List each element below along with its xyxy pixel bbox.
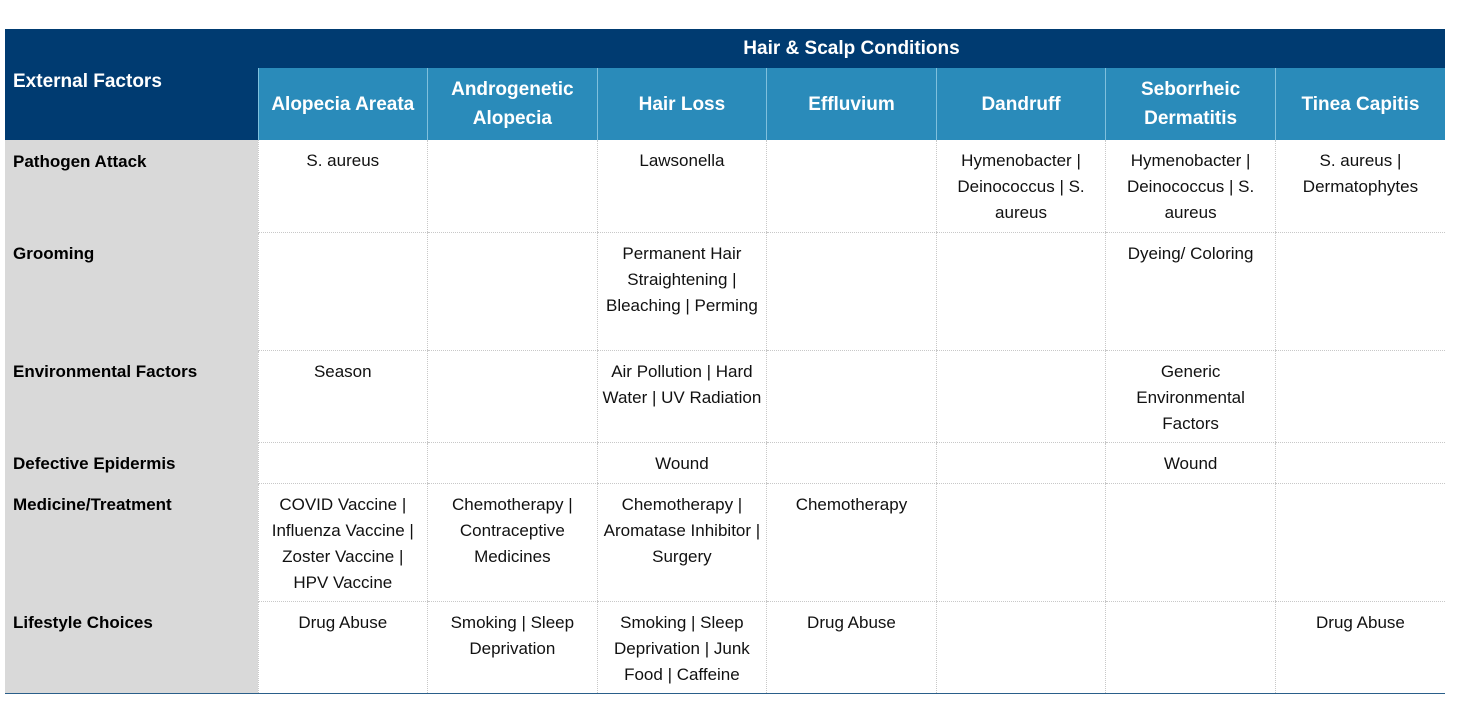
table-cell: Drug Abuse — [1275, 601, 1445, 693]
table-cell — [767, 442, 937, 483]
column-header: Seborrheic Dermatitis — [1106, 68, 1276, 140]
column-header: Dandruff — [936, 68, 1106, 140]
table-cell — [936, 601, 1106, 693]
table-row — [5, 140, 1445, 232]
table-row — [5, 483, 1445, 601]
table-cell — [936, 350, 1106, 442]
table-cell — [258, 442, 428, 483]
column-header: Androgenetic Alopecia — [428, 68, 598, 140]
table-cell — [1106, 601, 1276, 693]
row-label: Environmental Factors — [5, 350, 258, 442]
table-cell: Season — [258, 350, 428, 442]
table-cell: Drug Abuse — [767, 601, 937, 693]
column-header: Effluvium — [767, 68, 937, 140]
table-row — [5, 601, 1445, 693]
table-cell — [1275, 232, 1445, 350]
table-cell — [1106, 483, 1276, 601]
table-cell: Air Pollution | Hard Water | UV Radiation — [597, 350, 767, 442]
table-cell — [936, 442, 1106, 483]
row-header-cell: External Factors — [5, 29, 258, 140]
table-cell: Generic Environmental Factors — [1106, 350, 1276, 442]
table-cell: Hymenobacter | Deinococcus | S. aureus — [1106, 140, 1276, 232]
table-cell: S. aureus | Dermatophytes — [1275, 140, 1445, 232]
table-cell — [258, 232, 428, 350]
column-header: Alopecia Areata — [258, 68, 428, 140]
row-label: Lifestyle Choices — [5, 601, 258, 693]
row-label: Defective Epidermis — [5, 442, 258, 483]
table-row — [5, 442, 1445, 483]
table-cell — [428, 350, 598, 442]
table-cell: Drug Abuse — [258, 601, 428, 693]
table-cell: S. aureus — [258, 140, 428, 232]
row-label: Medicine/Treatment — [5, 483, 258, 601]
row-label: Grooming — [5, 232, 258, 350]
table-title: Hair & Scalp Conditions — [258, 29, 1445, 68]
table-cell: Chemotherapy — [767, 483, 937, 601]
table-cell: Smoking | Sleep Deprivation — [428, 601, 598, 693]
table-cell — [936, 483, 1106, 601]
conditions-table — [5, 29, 1445, 694]
table-cell: Wound — [597, 442, 767, 483]
table-cell: Smoking | Sleep Deprivation | Junk Food | Caffeine — [597, 601, 767, 693]
table-cell — [428, 140, 598, 232]
table-cell — [767, 140, 937, 232]
table-cell: Wound — [1106, 442, 1276, 483]
table-row — [5, 232, 1445, 350]
table-cell: Hymenobacter | Deinococcus | S. aureus — [936, 140, 1106, 232]
table-cell: Lawsonella — [597, 140, 767, 232]
table-cell: Dyeing/ Coloring — [1106, 232, 1276, 350]
table-cell — [936, 232, 1106, 350]
conditions-table-wrapper — [5, 29, 1445, 694]
table-cell — [428, 232, 598, 350]
row-label: Pathogen Attack — [5, 140, 258, 232]
table-cell: Chemotherapy | Aromatase Inhibitor | Surgery — [597, 483, 767, 601]
column-header: Hair Loss — [597, 68, 767, 140]
table-row — [5, 350, 1445, 442]
column-header: Tinea Capitis — [1275, 68, 1445, 140]
table-cell: COVID Vaccine | Influenza Vaccine | Zoster Vaccine | HPV Vaccine — [258, 483, 428, 601]
table-cell — [1275, 442, 1445, 483]
table-cell — [767, 232, 937, 350]
table-cell — [767, 350, 937, 442]
table-cell — [1275, 483, 1445, 601]
table-cell: Chemotherapy | Contraceptive Medicines — [428, 483, 598, 601]
table-cell — [1275, 350, 1445, 442]
table-cell: Permanent Hair Straightening | Bleaching | Perming — [597, 232, 767, 350]
table-cell — [428, 442, 598, 483]
